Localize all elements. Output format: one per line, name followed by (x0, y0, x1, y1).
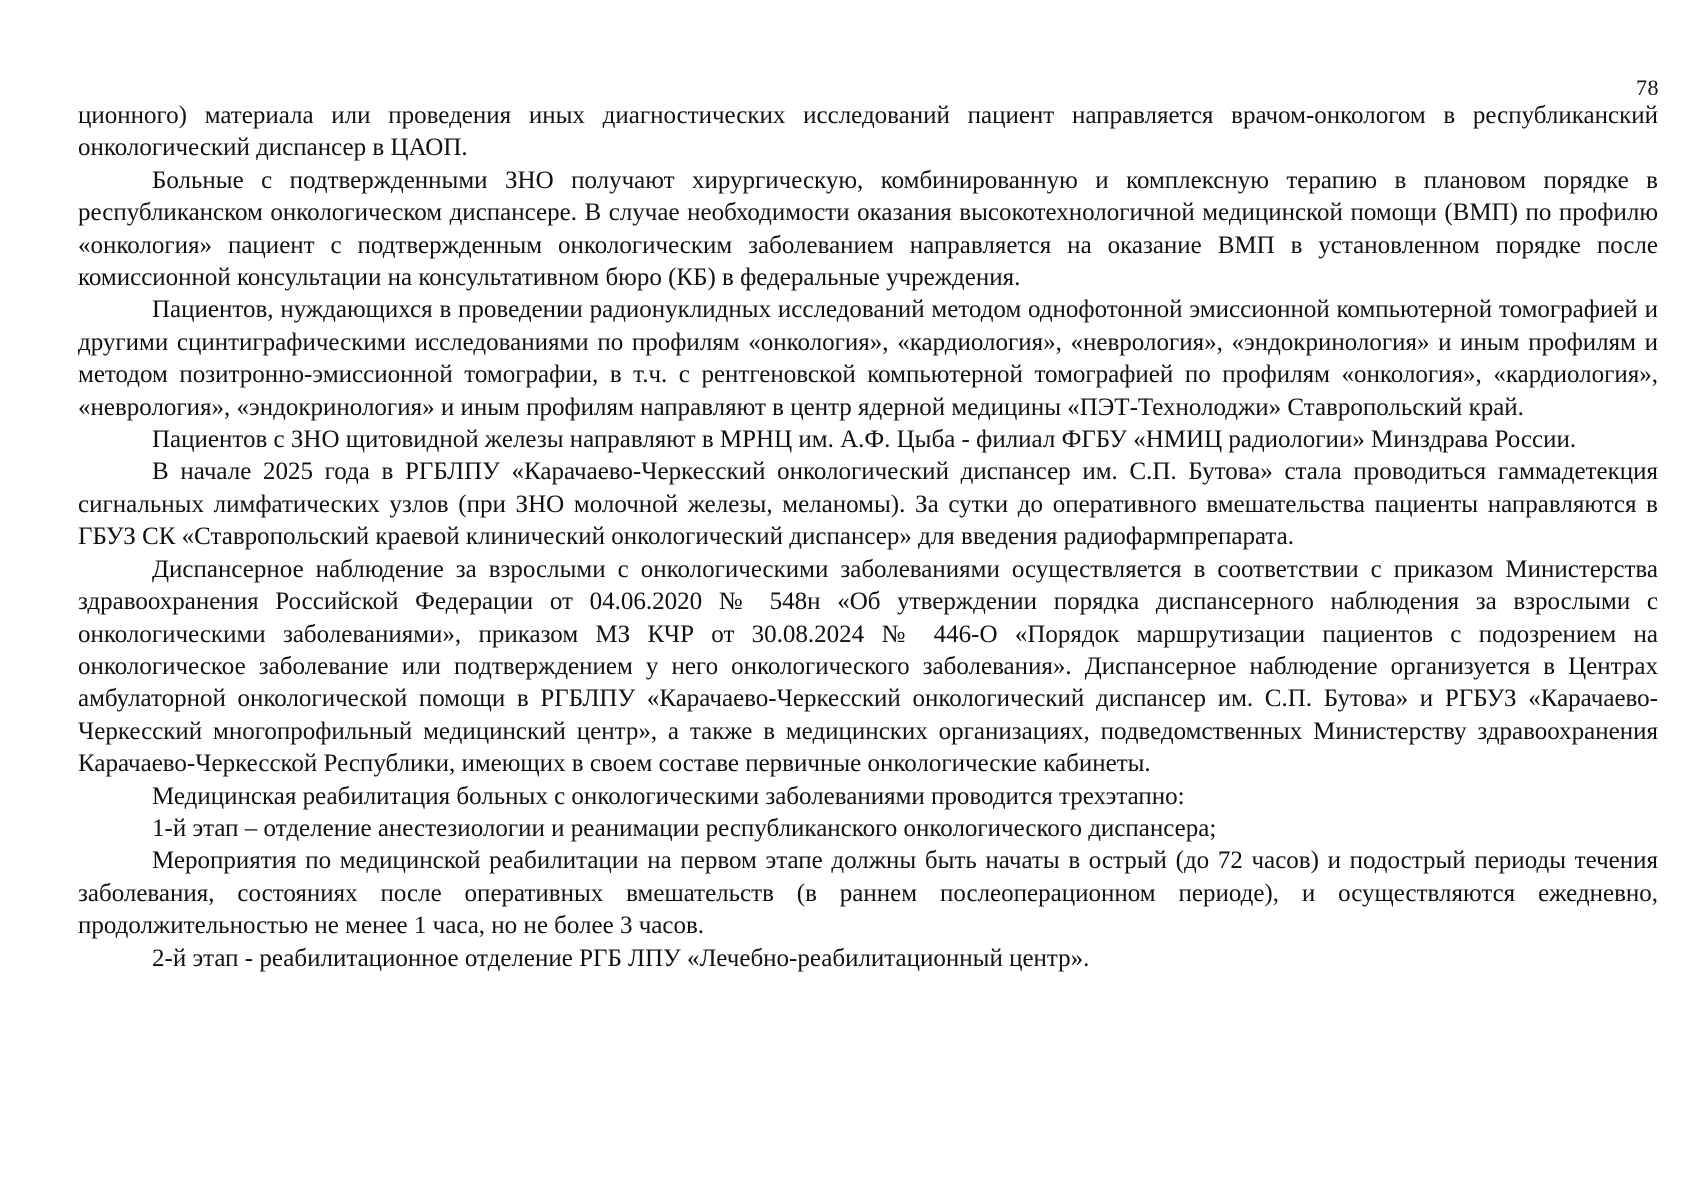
paragraph-surgical-therapy: Больные с подтвержденными ЗНО получают хирургическую, комбинированную и комплексную терапию в плановом порядке в республиканском онкологическом диспансере. В случае необходимости оказания высокотехнологичной медицинской помощи (ВМП) по профилю «онкология» пациент с подтвержденным онкологическим заболеванием направляется на оказание ВМП в установленном порядке после комиссионной консультации на консультативном бюро (КБ) в федеральные учреждения. (78, 166, 1658, 292)
paragraph-continuation: ционного) материала или проведения иных диагностических исследований пациент направляется врачом-онкологом в республиканский онкологический диспансер в ЦАОП. (78, 102, 1658, 162)
paragraph-rehabilitation-intro: Медицинская реабилитация больных с онкологическими заболеваниями проводится трехэтапно: (152, 782, 1185, 810)
page-number: 78 (1636, 75, 1659, 100)
paragraph-rehabilitation-stage-2: 2-й этап - реабилитационное отделение РГБ ЛПУ «Лечебно-реабилитационный центр». (152, 944, 1090, 972)
paragraph-radionuclide-studies: Пациентов, нуждающихся в проведении радионуклидных исследований методом однофотонной эмиссионной компьютерной томографией и другими сцинтиграфическими исследованиями по профилям «онкология», «кардиология», «неврология», «эндокринология» и иным профилям и методом позитронно-эмиссионной томографии, в т.ч. с рентгеновской компьютерной томографией по профилям «онкология», «кардиология», «неврология», «эндокринология» и иным профилям направляют в центр ядерной медицины «ПЭТ-Технолоджи» Ставропольский край. (78, 296, 1658, 421)
paragraph-rehabilitation-stage-1-details: Мероприятия по медицинской реабилитации на первом этапе должны быть начаты в острый (до 72 часов) и подострый периоды течения заболевания, состояниях после оперативных вмешательств (в раннем послеоперационном периоде), и осуществляются ежедневно, продолжительностью не менее 1 часа, но не более 3 часов. (78, 847, 1658, 940)
paragraph-thyroid: Пациентов с ЗНО щитовидной железы направляют в МРНЦ им. А.Ф. Цыба - филиал ФГБУ «НМИЦ радиологии» Минздрава России. (152, 426, 1577, 454)
paragraph-rehabilitation-stage-1: 1-й этап – отделение анестезиологии и реанимации республиканского онкологического диспансера; (152, 814, 1217, 842)
paragraph-gamma-detection: В начале 2025 года в РГБЛПУ «Карачаево-Черкесский онкологический диспансер им. С.П. Бутова» стала проводиться гаммадетекция сигнальных лимфатических узлов (при ЗНО молочной железы, меланомы). За сутки до оперативного вмешательства пациенты направляются в ГБУЗ СК «Ставропольский краевой клинический онкологический диспансер» для введения радиофармпрепарата. (78, 458, 1658, 551)
paragraph-dispensary-observation: Диспансерное наблюдение за взрослыми с онкологическими заболеваниями осуществляется в соответствии с приказом Министерства здравоохранения Российской Федерации от 04.06.2020 № 548н «Об утверждении порядка диспансерного наблюдения за взрослыми с онкологическими заболеваниями», приказом МЗ КЧР от 30.08.2024 № 446-О «Порядок маршрутизации пациентов с подозрением на онкологическое заболевание или подтверждением у него онкологического заболевания». Диспансерное наблюдение организуется в Центрах амбулаторной онкологической помощи в РГБЛПУ «Карачаево-Черкесский онкологический диспансер им. С.П. Бутова» и РГБУЗ «Карачаево-Черкесский многопрофильный медицинский центр», а также в медицинских организациях, подведомственных Министерству здравоохранения Карачаево-Черкесской Республики, имеющих в своем составе первичные онкологические кабинеты. (78, 555, 1658, 778)
document-body (78, 100, 1658, 975)
